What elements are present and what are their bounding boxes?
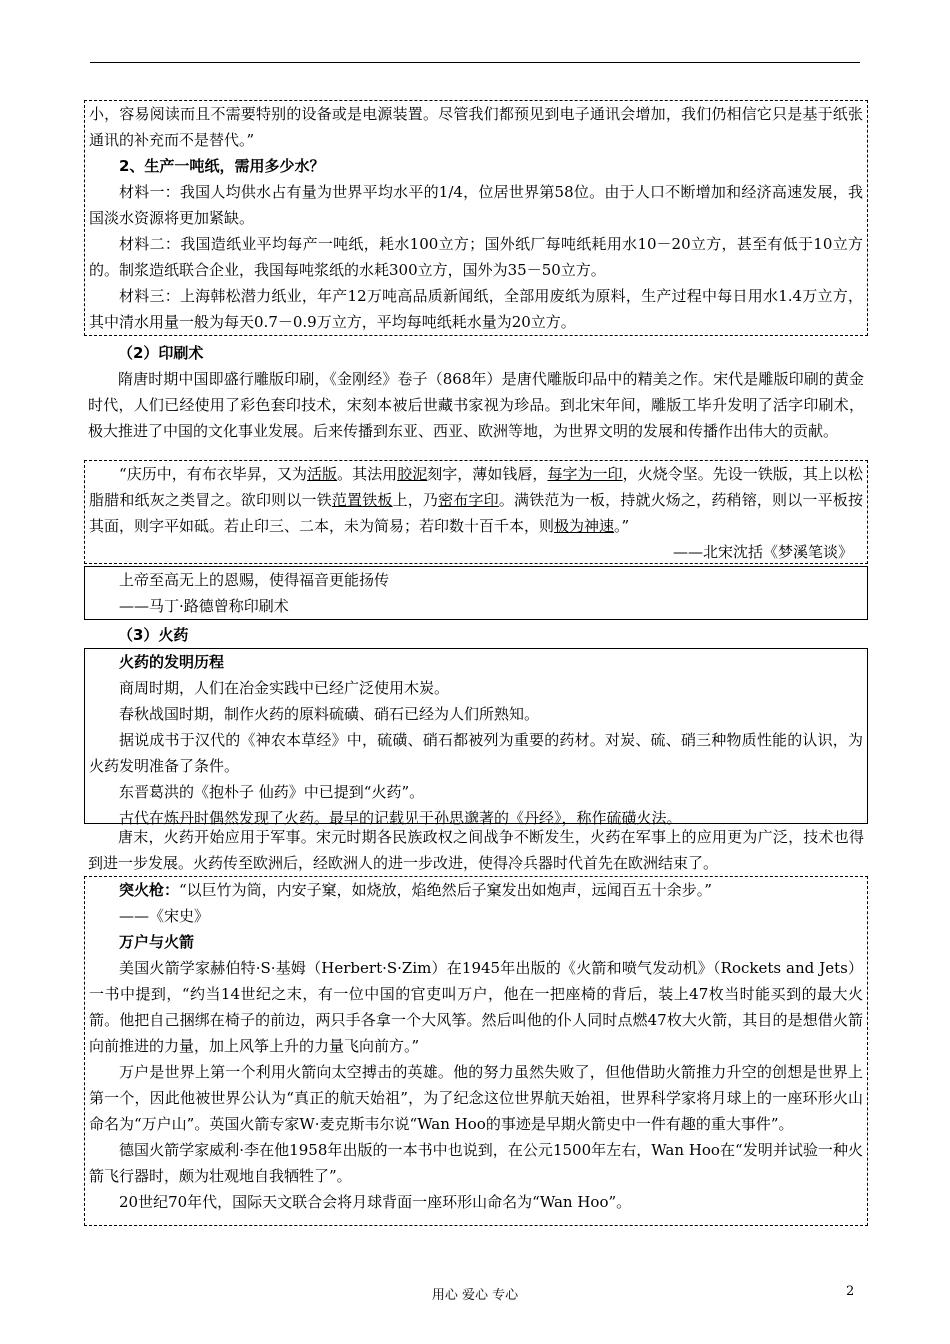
luther-quote: 上帝至高无上的恩赐，使得福音更能扬传: [119, 571, 390, 589]
wanhu-paragraph-1: 美国火箭学家赫伯特·S·基姆（Herbert·S·Zim）在1945年出版的《火箭和喷气发动机》（Rockets and Jets）一书中提到，“约当14世纪之末，有一位中国的官吏叫万户，他在一把座椅的背后，装上47枚当时能买到的最大火箭。他把自己捆绑在椅子的前边，两只手各拿一个大风筝。然后叫他的仆人同时点燃47枚大火箭，其目的是想借火箭向前推进的力量，加上风筝上升的力量飞向前方。”: [89, 959, 863, 1055]
history-line-spring-autumn: 春秋战国时期，制作火药的原料硫磺、硝石已经为人们所熟知。: [119, 705, 540, 723]
page-number: 2: [846, 1284, 855, 1299]
mengxi-quote: “庆历中，有布衣毕昇，又为活版。其法用胶泥刻字，薄如钱唇，每字为一印，火烧令坚。先设一铁版，其上以松脂腊和纸灰之类冒之。欲印则以一铁范置铁板上，乃密布字印。满铁范为一板，持就火炀之，药稍镕，则以一平板按其面，则字平如砥。若止印三、二本，未为简易；若印数十百千本，则极为神速。”: [89, 465, 863, 535]
material-two: 材料二：我国造纸业平均每产一吨纸，耗水100立方；国外纸厂每吨纸耗用水10－20立方，甚至有低于10立方的。制浆造纸联合企业，我国每吨浆纸的水耗300立方，国外为35－50立方。: [89, 235, 863, 279]
wanhu-title: 万户与火箭: [119, 933, 195, 951]
question-heading: 2、生产一吨纸，需用多少水？: [119, 157, 325, 175]
gunpowder-history-title: 火药的发明历程: [119, 653, 225, 671]
mengxi-source: ——北宋沈括《梦溪笔谈》: [672, 543, 853, 561]
header-rule: [90, 62, 860, 63]
footer-motto: 用心 爱心 专心: [431, 1288, 519, 1303]
luther-quote-box: [84, 566, 868, 620]
history-line-han: 据说成书于汉代的《神农本草经》中，硫磺、硝石都被列为重要的药材。对炭、硫、硝三种物质性能的认识，为火药发明准备了条件。: [89, 731, 863, 775]
section-heading-gunpowder: （3）火药: [118, 626, 189, 644]
section-heading-printing: （2）印刷术: [118, 344, 204, 362]
history-line-jin: 东晋葛洪的《抱朴子 仙药》中已提到“火药”。: [119, 783, 425, 801]
printing-paragraph: 隋唐时期中国即盛行雕版印刷，《金刚经》卷子（868年）是唐代雕版印品中的精美之作。宋代是雕版印刷的黄金时代，人们已经使用了彩色套印技术，宋刻本被后世藏书家视为珍品。到北宋年间，雕版工毕升发明了活字印刷术，极大推进了中国的文化事业发展。后来传播到东亚、西亚、欧洲等地，为世界文明的发展和传播作出伟大的贡献。: [88, 370, 864, 440]
luther-source: ——马丁·路德曾称印刷术: [119, 597, 289, 615]
gunpowder-heading-wrap: [84, 622, 868, 648]
history-line-shang: 商周时期，人们在冶金实践中已经广泛使用木炭。: [119, 679, 450, 697]
printing-section: [84, 340, 868, 444]
material-three: 材料三：上海韩松潜力纸业，年产12万吨高品质新闻纸，全部用废纸为原料，生产过程中每日用水1.4万立方，其中清水用量一般为每天0.7－0.9万立方，平均每吨纸耗水量为20立方。: [89, 287, 863, 331]
closing-quote-paragraph: 小，容易阅读而且不需要特别的设备或是电源装置。尽管我们都预见到电子通讯会增加，我们仍相信它只是基于纸张通讯的补充而不是替代。”: [89, 105, 863, 149]
fire-lance-label: 突火枪：: [119, 881, 180, 899]
fire-lance-quote: 突火枪：“以巨竹为筒，内安子窠，如烧放，焰绝然后子窠发出如炮声，远闻百五十余步。”: [119, 881, 712, 899]
tang-section: [84, 824, 868, 876]
fire-lance-rocket-box: [84, 876, 868, 1226]
wanhu-paragraph-3: 德国火箭学家威利·李在他1958年出版的一本书中也说到，在公元1500年左右，Wan Hoo在“发明并试验一种火箭飞行器时，颇为壮观地自我牺牲了”。: [89, 1141, 863, 1185]
fire-lance-source: ——《宋史》: [119, 907, 210, 925]
gunpowder-history-box: [84, 648, 868, 827]
paper-water-box: [84, 100, 868, 336]
mengxi-quote-box: [84, 460, 868, 564]
wanhu-paragraph-4: 20世纪70年代，国际天文联合会将月球背面一座环形山命名为“Wan Hoo”。: [119, 1193, 632, 1211]
material-one: 材料一：我国人均供水占有量为世界平均水平的1/4，位居世界第58位。由于人口不断增加和经济高速发展，我国淡水资源将更加紧缺。: [89, 183, 863, 227]
wanhu-paragraph-2: 万户是世界上第一个利用火箭向太空搏击的英雄。他的努力虽然失败了，但他借助火箭推力升空的创想是世界上第一个，因此他被世界公认为“真正的航天始祖”，为了纪念这位世界航天始祖，世界科学家将月球上的一座环形火山命名为“万户山”。英国火箭专家W·麦克斯韦尔说“Wan Hoo的事迹是早期火箭史中一件有趣的重大事件”。: [89, 1063, 863, 1133]
history-line-alchemy: 古代在炼丹时偶然发现了火药。最早的记载见于孙思邈著的《丹经》，称作硫磺火法。: [119, 809, 682, 827]
tang-paragraph: 唐末，火药开始应用于军事。宋元时期各民族政权之间战争不断发生，火药在军事上的应用更为广泛，技术也得到进一步发展。火药传至欧洲后，经欧洲人的进一步改进，使得冷兵器时代首先在欧洲结束了。: [88, 828, 864, 872]
